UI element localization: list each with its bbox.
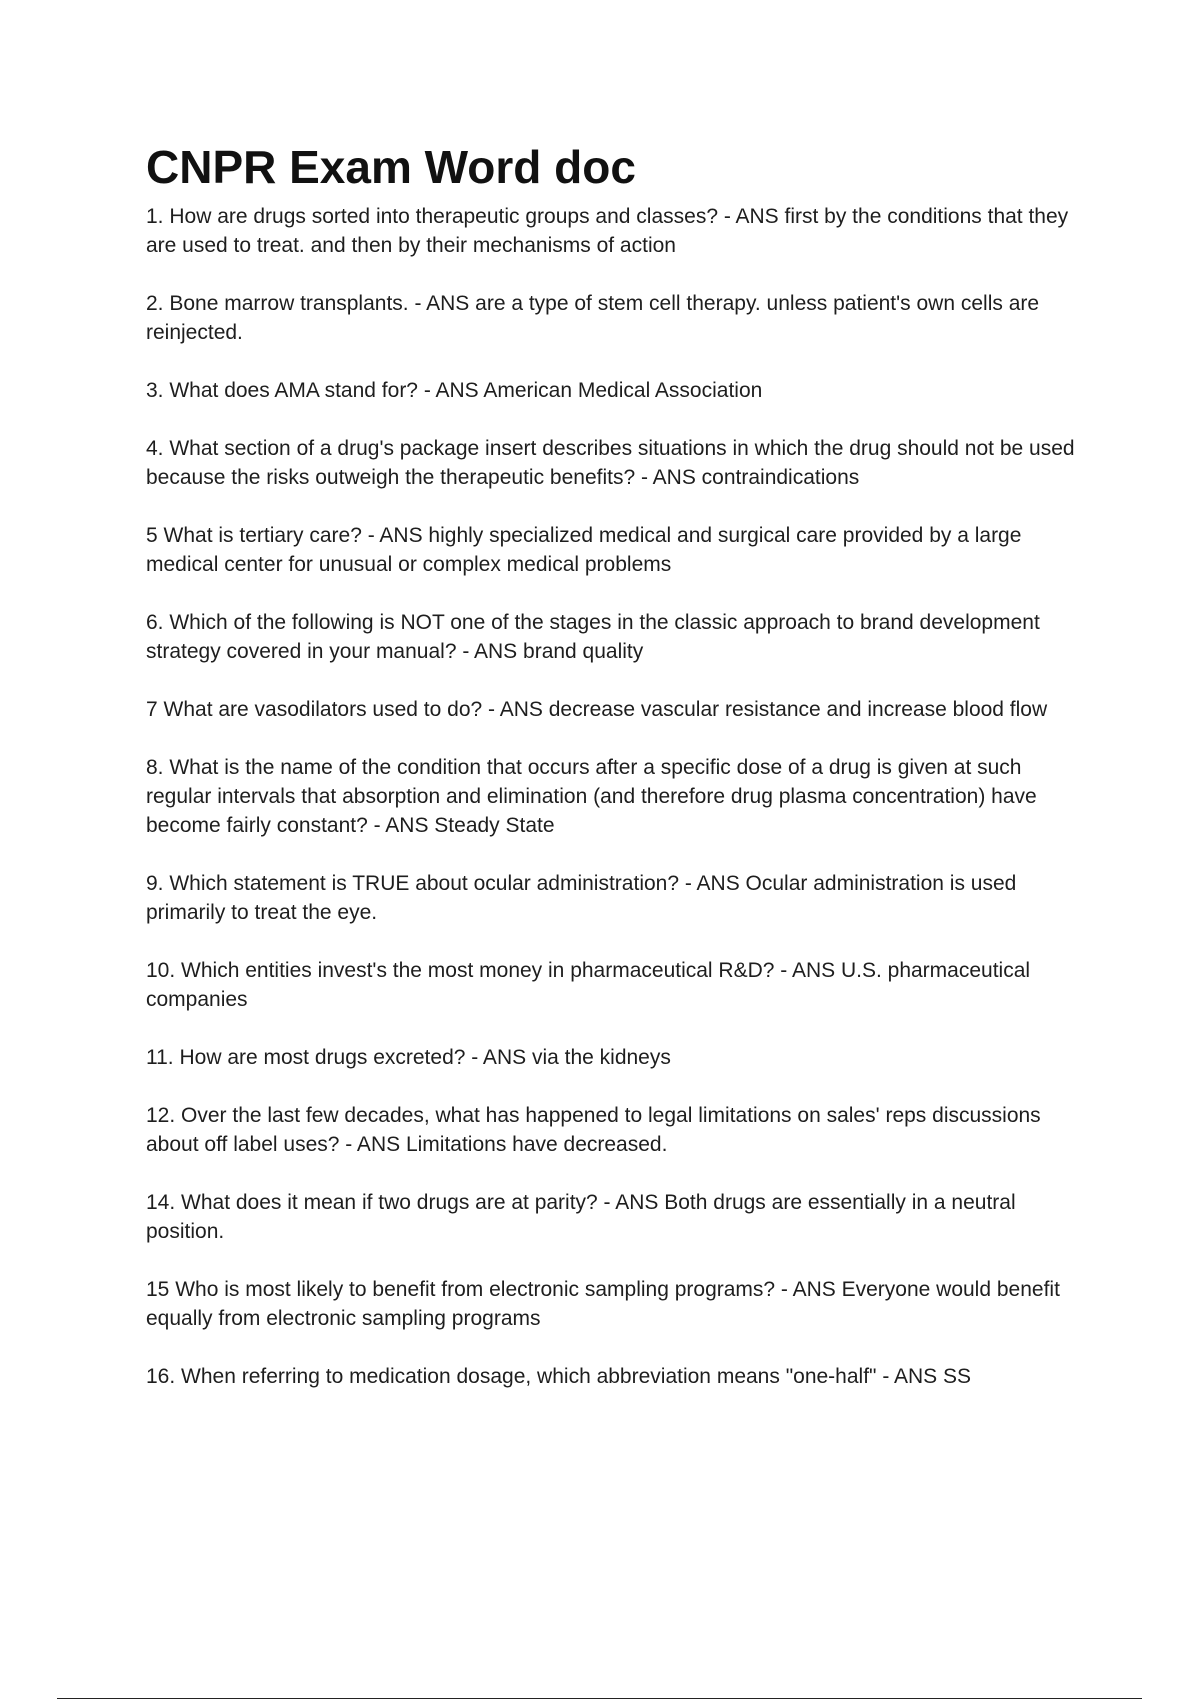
qa-item-10: 10. Which entities invest's the most money in pharmaceutical R&D? - ANS U.S. pharmaceutical companies [146,959,1031,1011]
qa-item-7: 7 What are vasodilators used to do? - ANS decrease vascular resistance and increase blood flow [146,698,1048,721]
qa-item-12: 12. Over the last few decades, what has happened to legal limitations on sales' reps discussions about off label uses? - ANS Limitations have decreased. [146,1104,1041,1156]
qa-item-3: 3. What does AMA stand for? - ANS American Medical Association [146,379,763,402]
qa-item-6: 6. Which of the following is NOT one of the stages in the classic approach to brand development strategy covered in your manual? - ANS brand quality [146,611,1040,663]
qa-list [146,202,1091,1391]
document-title: CNPR Exam Word doc [146,141,636,193]
qa-item-5: 5 What is tertiary care? - ANS highly specialized medical and surgical care provided by a large medical center for unusual or complex medical problems [146,524,1022,576]
qa-item-8: 8. What is the name of the condition that occurs after a specific dose of a drug is given at such regular intervals that absorption and elimination (and therefore drug plasma concentration) have become fairly constant? - ANS Steady State [146,756,1037,837]
qa-item-9: 9. Which statement is TRUE about ocular administration? - ANS Ocular administration is used primarily to treat the eye. [146,872,1017,924]
qa-item-15: 15 Who is most likely to benefit from electronic sampling programs? - ANS Everyone would benefit equally from electronic sampling programs [146,1278,1060,1330]
qa-item-1: 1. How are drugs sorted into therapeutic groups and classes? - ANS first by the conditions that they are used to treat. and then by their mechanisms of action [146,205,1069,257]
qa-item-14: 14. What does it mean if two drugs are at parity? - ANS Both drugs are essentially in a neutral position. [146,1191,1016,1243]
qa-item-4: 4. What section of a drug's package insert describes situations in which the drug should not be used because the risks outweigh the therapeutic benefits? - ANS contraindications [146,437,1075,489]
qa-item-11: 11. How are most drugs excreted? - ANS via the kidneys [146,1046,671,1069]
document-page [146,140,1091,1420]
qa-item-16: 16. When referring to medication dosage, which abbreviation means "one-half" - ANS SS [146,1365,972,1388]
qa-item-2: 2. Bone marrow transplants. - ANS are a type of stem cell therapy. unless patient's own cells are reinjected. [146,292,1040,344]
page-bottom-divider [57,1698,1142,1699]
